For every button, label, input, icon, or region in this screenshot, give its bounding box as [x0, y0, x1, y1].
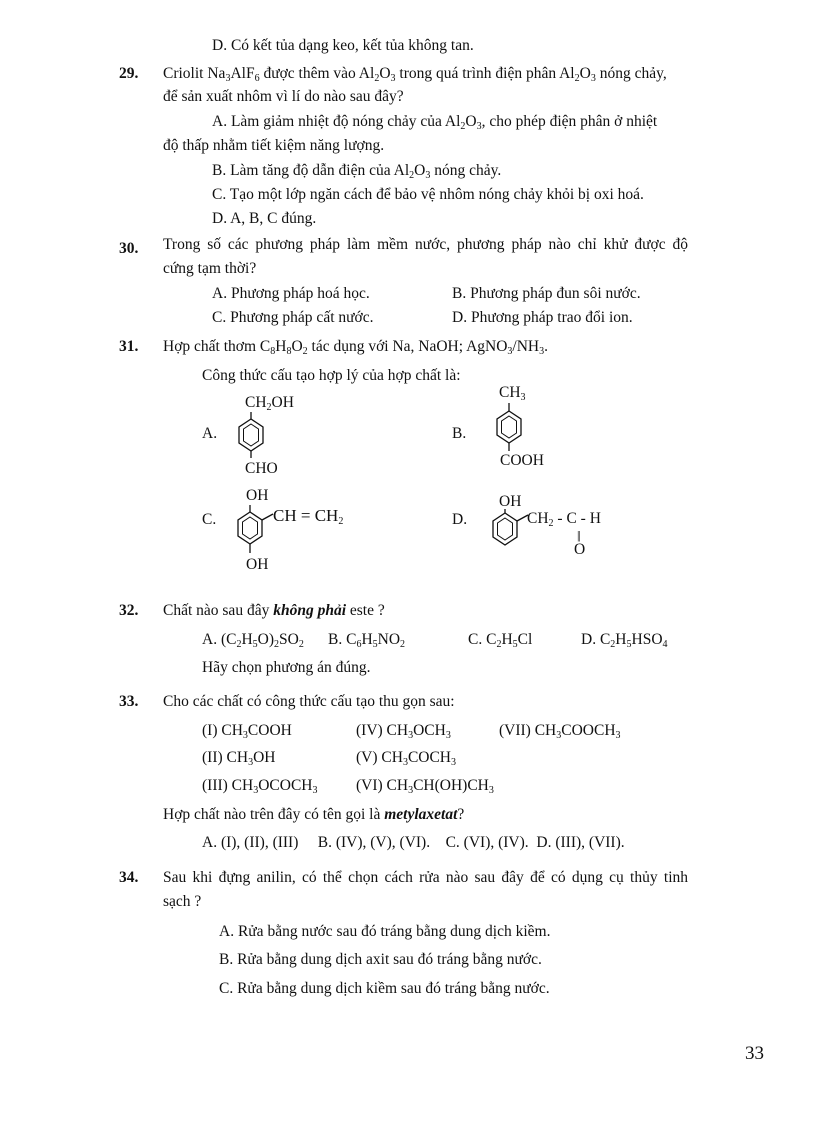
q33-compound-7: (VII) $CH_3COOCH_3$	[499, 722, 621, 741]
q32-instruction: Hãy chọn phương án đúng.	[202, 659, 371, 676]
struct-b-top-group: $CH_3$	[499, 384, 526, 403]
q30-option-b: B. Phương pháp đun sôi nước.	[452, 285, 641, 302]
q32-option-a: A. $(C_2H_5O)_2SO_2$	[202, 631, 304, 650]
q29-option-b: B. Làm tăng độ dẫn điện của $Al_2O_3$ nóng chảy.	[212, 162, 502, 181]
q33-compound-3: (III) $CH_3OCOCH_3$	[202, 777, 318, 796]
q33-question: Hợp chất nào trên đây có tên gọi là metylaxetat?	[163, 806, 465, 823]
q30-stem-line2: cứng tạm thời?	[163, 260, 257, 277]
q31-prompt: Công thức cấu tạo hợp lý của hợp chất là:	[202, 367, 461, 384]
struct-a-bottom-group: CHO	[245, 460, 278, 477]
struct-d-top-oh: OH	[499, 493, 522, 510]
q29-option-c: C. Tạo một lớp ngăn cách để bảo vệ nhôm nóng chảy khỏi bị oxi hoá.	[212, 186, 644, 203]
q34-option-a: A. Rửa bằng nước sau đó tráng bằng dung dịch kiềm.	[219, 923, 551, 940]
q34-option-c: C. Rửa bằng dung dịch kiềm sau đó tráng bằng nước.	[219, 980, 550, 997]
q33-compound-6: (VI) $CH_3CH(OH)CH_3$	[356, 777, 494, 796]
struct-b-bottom-group: COOH	[500, 452, 544, 469]
q32-number: 32.	[119, 602, 139, 619]
q31-number: 31.	[119, 338, 139, 355]
q32-option-c: C. $C_2H_5Cl$	[468, 631, 533, 650]
q30-stem-line1: Trong số các phương pháp làm mềm nước, phương pháp nào chỉ khử được độ	[163, 236, 688, 253]
struct-d-side-group: $CH_2$ - C - H	[527, 510, 601, 529]
q33-compound-4: (IV) $CH_3OCH_3$	[356, 722, 451, 741]
q31-label-b: B.	[452, 425, 467, 442]
q29-option-d: D. A, B, C đúng.	[212, 210, 317, 227]
benzene-ring-b	[494, 403, 524, 451]
q34-number: 34.	[119, 869, 139, 886]
q29-option-a-line2: độ thấp nhằm tiết kiệm năng lượng.	[163, 137, 385, 154]
q30-number: 30.	[119, 240, 139, 257]
q30-option-c: C. Phương pháp cất nước.	[212, 309, 374, 326]
q30-option-d: D. Phương pháp trao đổi ion.	[452, 309, 633, 326]
benzene-ring-a	[236, 412, 266, 458]
q29-option-a-line1: A. Làm giảm nhiệt độ nóng chảy của $Al_2O_3$, cho phép điện phân ở nhiệt	[212, 113, 658, 132]
q31-label-a: A.	[202, 425, 218, 442]
q29-stem-line2: để sản xuất nhôm vì lí do nào sau đây?	[163, 88, 404, 105]
q31-label-c: C.	[202, 511, 217, 528]
q33-compound-5: (V) $CH_3COCH_3$	[356, 749, 457, 768]
struct-c-top-oh: OH	[246, 487, 269, 504]
struct-a-top-group: $CH_2OH$	[245, 394, 294, 413]
struct-c-bottom-oh: OH	[246, 556, 269, 573]
q31-label-d: D.	[452, 511, 468, 528]
q32-option-b: B. $C_6H_5NO_2$	[328, 631, 406, 650]
struct-d-oxygen: O	[574, 541, 586, 558]
q29-stem-line1: Criolit $Na_3AlF_6$ được thêm vào $Al_2O_3$ trong quá trình điện phân $Al_2O_3$ nóng chảy,	[163, 65, 667, 84]
q30-option-a: A. Phương pháp hoá học.	[212, 285, 370, 302]
q32-option-d: D. $C_2H_5HSO_4$	[581, 631, 668, 650]
q29-number: 29.	[119, 65, 139, 82]
q34-stem-line1: Sau khi đựng anilin, có thể chọn cách rửa nào sau đây để có dụng cụ thủy tinh	[163, 869, 688, 886]
q34-stem-line2: sạch ?	[163, 893, 202, 910]
q33-compound-2: (II) $CH_3OH$	[202, 749, 276, 768]
q31-stem: Hợp chất thơm $C_8H_8O_2$ tác dụng với Na, NaOH; $AgNO_3/NH_3$.	[163, 338, 548, 357]
page-number: 33	[745, 1043, 764, 1064]
q34-option-b: B. Rửa bằng dung dịch axit sau đó tráng bằng nước.	[219, 951, 542, 968]
struct-d-double-bond: ||	[577, 528, 580, 542]
q33-compound-1: (I) $CH_3COOH$	[202, 722, 292, 741]
q33-options: A. (I), (II), (III) B. (IV), (V), (VI). C. (VI), (IV). D. (III), (VII).	[202, 834, 625, 851]
q28-option-d: D. Có kết tủa dạng keo, kết tủa không tan.	[212, 37, 474, 54]
q32-stem: Chất nào sau đây không phải este ?	[163, 602, 385, 619]
struct-c-side-group: CH = $CH_2$	[273, 506, 344, 527]
q33-stem: Cho các chất có công thức cấu tạo thu gọn sau:	[163, 693, 455, 710]
q33-number: 33.	[119, 693, 139, 710]
